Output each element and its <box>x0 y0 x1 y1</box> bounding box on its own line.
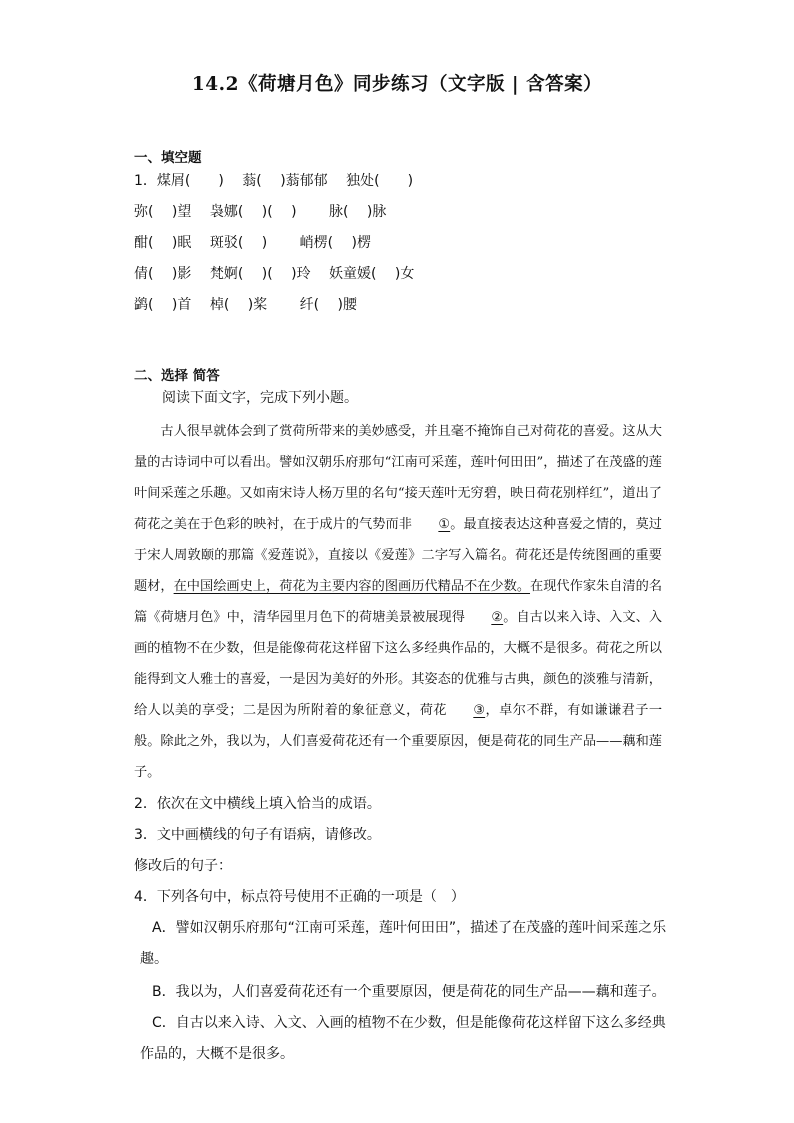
question-2: 2．依次在文中横线上填入恰当的成语。 <box>134 796 381 812</box>
blank-3: ③ <box>473 703 486 718</box>
passage-text: 在现代作家朱自清的名篇《荷塘月色》中，清华园里月色下的荷塘美景被展现得 <box>134 579 663 625</box>
option-b: B．我以为，人们喜爱荷花还有一个重要原因，便是荷花的同生产品——藕和莲子。 <box>152 984 666 1000</box>
pinyin-line-1: 1．煤屑( ) 蓊( )蓊郁郁 独处( ) <box>134 173 414 189</box>
option-a-cont: 趣。 <box>140 951 168 967</box>
option-a: A．譬如汉朝乐府那句“江南可采莲，莲叶何田田”，描述了在茂盛的莲叶间采莲之乐 <box>152 920 667 936</box>
question-4: 4．下列各句中，标点符号使用不正确的一项是（ ） <box>134 889 465 905</box>
section1-heading: 一、填空题 <box>134 150 202 166</box>
section2-heading: 二、选择 简答 <box>134 368 220 384</box>
question-3: 3．文中画横线的句子有语病，请修改。 <box>134 827 381 843</box>
reading-instruction: 阅读下面文字，完成下列小题。 <box>162 390 358 406</box>
passage-text: 古人很早就体会到了赏荷所带来的美妙感受，并且毫不掩饰自己对荷花的喜爱。这从大量的古诗词中可以看出。譬如汉朝乐府那句“江南可采莲，莲叶何田田”，描述了在茂盛的莲叶间采莲之乐趣。又如南宋诗人杨万里的名句“接天莲叶无穷碧，映日荷花别样红”，道出了荷花之美在于色彩的映衬，在于成片的气势而非 <box>134 424 662 532</box>
pinyin-line-4: 倩( )影 梵婀( )( )玲 妖童媛( )女 <box>134 266 415 282</box>
underlined-sentence: 在中国绘画史上，荷花为主要内容的图画历代精品不在少数。 <box>173 579 531 594</box>
passage-text: 。最直接表达这种喜爱之情的，莫过于宋人周敦颐的那篇《爱莲说》，直接以《爱莲》二字写入篇名。荷花还是传统图画的重要题材， <box>134 517 662 594</box>
pinyin-line-2: 弥( )望 袅娜( )( ) 脉( )脉 <box>134 204 387 220</box>
option-c-cont: 作品的，大概不是很多。 <box>140 1046 294 1062</box>
page-title: 14.2《荷塘月色》同步练习（文字版 | 含答案） <box>191 74 603 95</box>
blank-2: ② <box>491 610 504 625</box>
answer-label: 修改后的句子： <box>134 858 232 874</box>
pinyin-line-3: 酣( )眠 斑驳( ) 峭楞( )楞 <box>134 235 372 251</box>
passage-text: ，卓尔不群，有如谦谦君子一般。除此之外，我以为，人们喜爱荷花还有一个重要原因，便是荷花的同生产品——藕和莲子。 <box>134 703 663 780</box>
blank-1: ① <box>438 517 451 532</box>
reading-passage <box>134 416 662 788</box>
passage-text: 。自古以来入诗、入文、入画的植物不在少数，但是能像荷花这样留下这么多经典作品的，大概不是很多。荷花之所以能得到文人雅士的喜爱，一是因为美好的外形。其姿态的优雅与古典，颜色的淡雅与清新，给人以美的享受；二是因为所附着的象征意义，荷花 <box>134 610 663 718</box>
option-c: C．自古以来入诗、入文、入画的植物不在少数，但是能像荷花这样留下这么多经典 <box>152 1015 666 1031</box>
pinyin-line-5: 鹢( )首 棹( )桨 纤( )腰 <box>134 297 358 313</box>
